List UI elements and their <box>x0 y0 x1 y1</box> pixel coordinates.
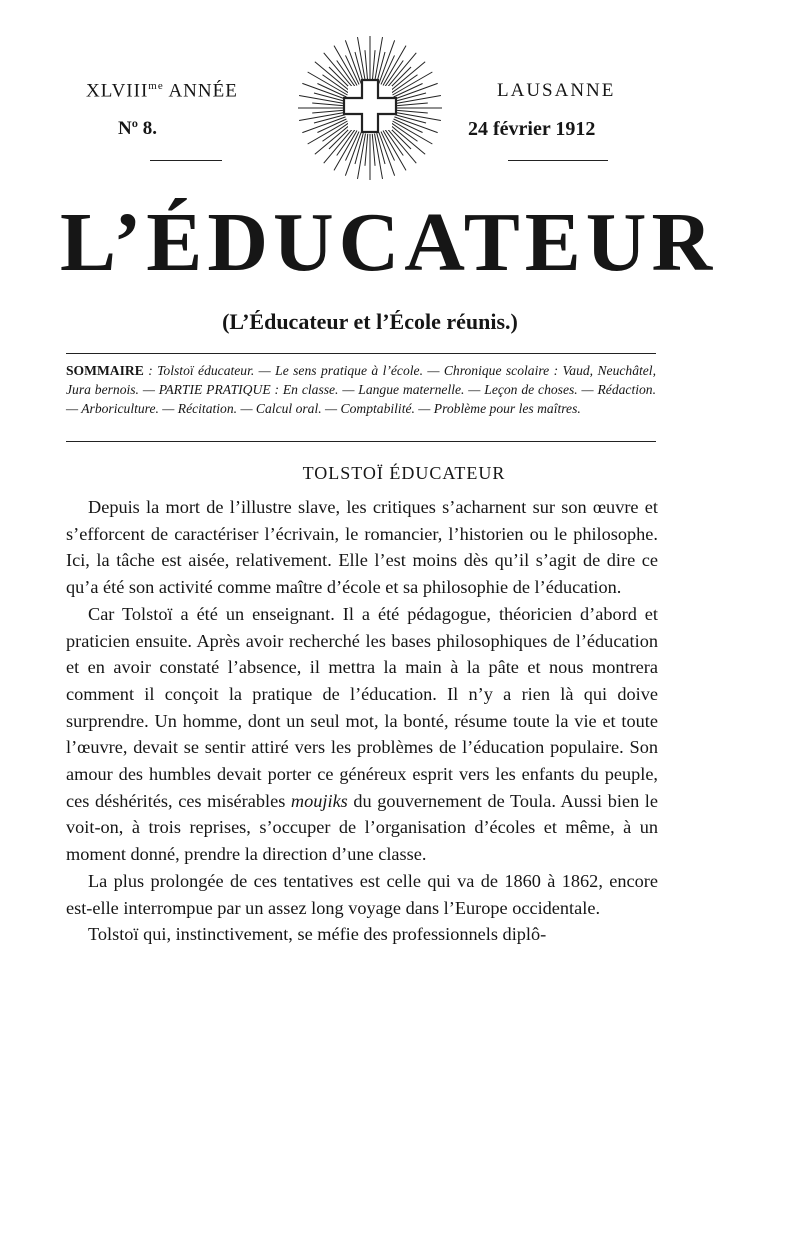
paragraph-2: Car Tolstoï a été un enseignant. Il a été pédagogue, théoricien d’abord et praticien ensuite. Après avoir recherché les bases philosophiques de l’éducation et en avoir constaté l’absence, il mettra la main à la pâte et nous montrera comment il conçoit la pratique de l’éducation. Il n’y a rien là qui doive surprendre. Un homme, dont un seul mot, la bonté, résume toute la vie et toute l’œuvre, devait se sentir attiré vers les problèmes de l’éducation populaire. Son amour des humbles devait porter ce généreux esprit vers les enfants du peuple, ces déshérités, ces misérables moujiks du gouvernement de Toula. Aussi bien le voit-on, à trois reprises, s’occuper de l’organisation d’écoles et même, à un moment donné, prendre la direction d’une classe. <box>66 603 658 865</box>
masthead-date: 24 février 1912 <box>468 118 596 140</box>
sommaire-label: SOMMAIRE <box>66 363 144 378</box>
sommaire-rule-bottom <box>66 441 656 442</box>
masthead-rule-right <box>508 160 608 161</box>
journal-subtitle: (L’Éducateur et l’École réunis.) <box>222 309 518 334</box>
article-title: TOLSTOÏ ÉDUCATEUR <box>302 463 506 483</box>
journal-title: L’ÉDUCATEUR <box>60 196 718 289</box>
masthead-numero: Nº 8. <box>118 118 157 139</box>
masthead-rule-left <box>150 160 222 161</box>
swiss-cross-emblem-icon <box>296 34 444 182</box>
paragraph-4: Tolstoï qui, instinctivement, se méfie des professionnels diplô- <box>88 924 547 945</box>
italic-word: moujiks <box>290 790 348 811</box>
article-body <box>66 494 658 948</box>
paragraph-1: Depuis la mort de l’illustre slave, les critiques s’acharnent sur son œuvre et s’efforcent de caractériser l’écrivain, le romancier, l’historien ou le philosophe. Ici, la tâche est aisée, relativement. Elle l’est moins dès qu’il s’agit de dire ce qu’a été son activité comme maître d’école et sa philosophie de l’éducation. <box>66 497 658 598</box>
masthead-annee: $XLVIII^{me}$ ANNÉE <box>86 80 238 102</box>
sommaire <box>66 361 656 418</box>
masthead-lieu: LAUSANNE <box>497 80 616 101</box>
paragraph-3: La plus prolongée de ces tentatives est celle qui va de 1860 à 1862, encore est-elle interrompue par un assez long voyage dans l’Europe occidentale. <box>66 870 658 918</box>
sommaire-rule-top <box>66 353 656 354</box>
sommaire-text: : Tolstoï éducateur. — Le sens pratique à l’école. — Chronique scolaire : Vaud, Neuchâtel, Jura bernois. — PARTIE PRATIQUE : En classe. — Langue maternelle. — Leçon de choses. — Rédaction. — Arboriculture. — Récitation. — Calcul oral. — Comptabilité. — Problème pour les maîtres. <box>66 363 656 416</box>
